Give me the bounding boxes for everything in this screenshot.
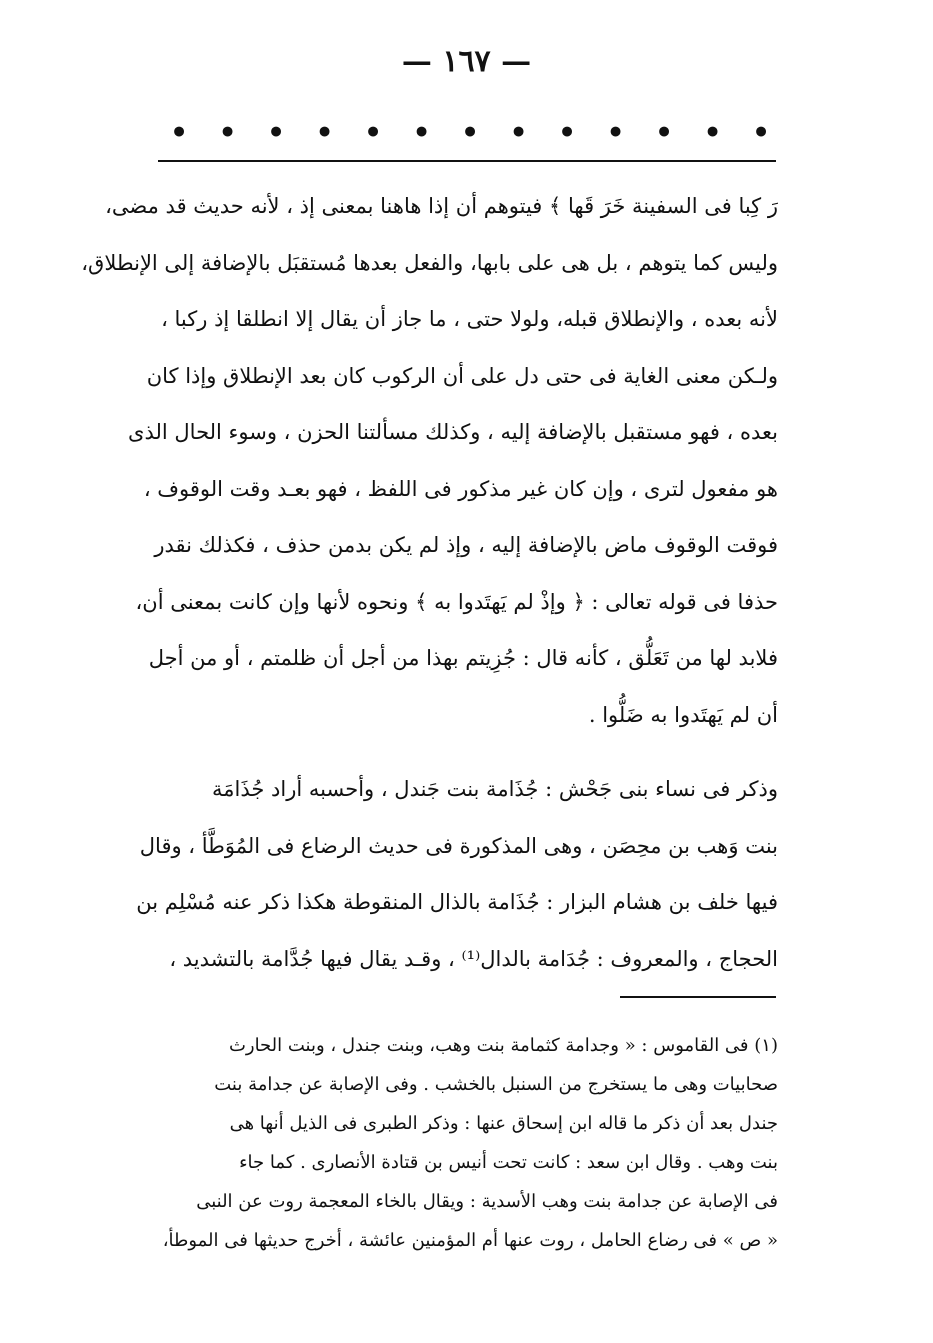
separator-dot: • — [364, 116, 382, 149]
separator-dot: • — [752, 116, 770, 149]
separator-dot: • — [558, 116, 576, 149]
text-line: وذكر فى نساء بنى جَحْش : جُذَامة بنت جَندل ، وأحسبه أراد جُذَامَة — [212, 777, 778, 801]
separator-dot: • — [703, 116, 722, 149]
paragraph-1 — [81, 178, 778, 743]
separator-dot: • — [218, 116, 237, 149]
text-line: فلابد لها من تَعَلُّق ، كأنه قال : جُزِيتم بهذا من أجل أن ظلمتم ، أو من أجل — [148, 646, 778, 670]
main-text — [81, 178, 778, 987]
text-line: لأنه بعده ، والإنطلاق قبله، ولولا حتى ، ما جاز أن يقال إلا انطلقا إذ ركبا ، — [161, 307, 778, 331]
text-line: حذفا فى قوله تعالى : ﴿ وإذْ لم يَهتَدوا به ﴾ ونحوه لأنها وإن كانت بمعنى أن، — [135, 589, 778, 614]
separator-dots — [170, 118, 770, 148]
text-line: بعده ، فهو مستقبل بالإضافة إليه ، وكذلك مسألتنا الحزن ، وسوء الحال الذى — [128, 420, 778, 444]
footnote — [158, 1026, 778, 1260]
paragraph-2 — [136, 761, 778, 987]
text-line: فوقت الوقوف ماض بالإضافة إليه ، وإذ لم يكن بدمن حذف ، فكذلك نقدر — [154, 533, 778, 557]
footnote-line: جندل بعد أن ذكر ما قاله ابن إسحاق عنها : وذكر الطبرى فى الذيل أنها هى — [229, 1113, 778, 1134]
separator-dot: • — [655, 116, 673, 149]
text-line: رَ كِبا فى السفينة خَرَ قَها ﴾ فيتوهم أن إذا هاهنا بمعنى إذ ، لأنه حديث قد مضى، — [105, 194, 778, 218]
separator-dot: • — [315, 116, 334, 149]
footnote-line: بنت وهب . وقال ابن سعد : كانت تحت أنيس بن قتادة الأنصارى . كما جاء — [239, 1152, 778, 1173]
footnote-line: (١) فى القاموس : « وجدامة كثمامة بنت وهب، وبنت جندل ، وبنت الحارث — [228, 1035, 778, 1056]
footnote-line: « ص » فى رضاع الحامل ، روت عنها أم المؤمنين عائشة ، أخرج حديثها فى الموطأ، — [162, 1230, 778, 1251]
text-line: أن لم يَهتَدوا به ضَلُّوا . — [588, 702, 778, 727]
footnote-rule — [620, 996, 776, 998]
text-line: الحجاج ، والمعروف : جُدَامة بالدال⁽¹⁾ ، وقـد يقال فيها جُدَّامة بالتشديد ، — [169, 946, 778, 971]
text-line: ولـكن معنى الغاية فى حتى دل على أن الركوب كان بعد الإنطلاق وإذا كان — [146, 363, 778, 388]
separator-dot: • — [606, 116, 625, 149]
footnote-line: صحابيات وهى ما يستخرج من السنبل بالخشب . وفى الإصابة عن جدامة بنت — [214, 1074, 778, 1095]
page-number: — ١٦٧ — — [401, 44, 532, 79]
separator-dot: • — [509, 116, 528, 149]
footnote-line: فى الإصابة عن جدامة بنت وهب الأسدية : ويقال بالخاء المعجمة روت عن النبى — [196, 1191, 778, 1212]
separator-dot: • — [461, 116, 479, 149]
separator-dot: • — [267, 116, 285, 149]
separator-dot: • — [170, 116, 188, 149]
paragraph-gap — [158, 743, 778, 761]
text-line: فيها خلف بن هشام البزار : جُذَامة بالذال المنقوطة هكذا ذكر عنه مُسْلِم بن — [136, 890, 778, 914]
header-rule — [158, 160, 776, 162]
text-line: هو مفعول لترى ، وإن كان غير مذكور فى اللفظ ، فهو بعـد وقت الوقوف ، — [143, 476, 778, 501]
separator-dot: • — [412, 116, 431, 149]
text-line: بنت وَهب بن محِصَن ، وهى المذكورة فى حديث الرضاع فى المُوَطَّأ ، وقال — [139, 833, 778, 858]
text-line: وليس كما يتوهم ، بل هى على بابها، والفعل بعدها مُستقبَل بالإضافة إلى الإنطلاق، — [81, 250, 778, 275]
